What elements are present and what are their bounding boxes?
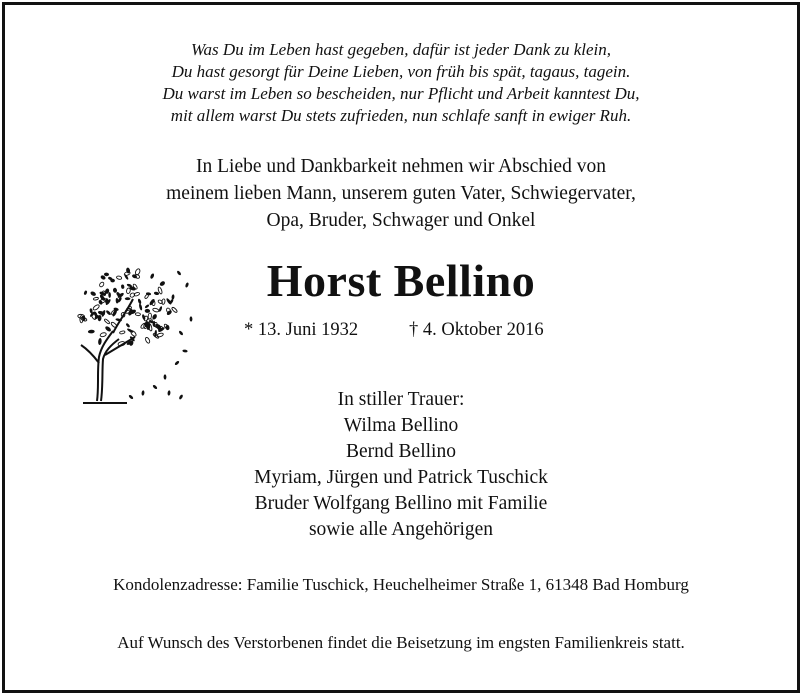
- intro-line: meinem lieben Mann, unserem guten Vater, Schwiegervater,: [166, 183, 636, 204]
- poem-line: Was Du im Leben hast gegeben, dafür ist jeder Dank zu klein,: [190, 40, 612, 59]
- poem-line: mit allem warst Du stets zufrieden, nun schlafe sanft in ewiger Ruh.: [170, 106, 632, 125]
- mourners-heading: In stiller Trauer:: [337, 389, 465, 410]
- mourners-list: [5, 387, 797, 543]
- obituary-content: [5, 5, 797, 690]
- deceased-name: Horst Bellino: [266, 255, 536, 306]
- condolence-address: Kondolenzadresse: Familie Tuschick, Heuchelheimer Straße 1, 61348 Bad Homburg: [113, 575, 689, 594]
- mourner-name: Bernd Bellino: [346, 441, 456, 462]
- poem-line: Du hast gesorgt für Deine Lieben, von früh bis spät, tagaus, tagein.: [171, 62, 631, 81]
- intro-line: In Liebe und Dankbarkeit nehmen wir Abschied von: [196, 156, 606, 177]
- mourner-name: Wilma Bellino: [343, 415, 459, 436]
- mourner-name: Myriam, Jürgen und Patrick Tuschick: [254, 467, 548, 488]
- farewell-intro: [5, 153, 797, 234]
- memorial-poem: [5, 39, 797, 127]
- poem-line: Du warst im Leben so bescheiden, nur Pflicht und Arbeit kanntest Du,: [162, 84, 640, 103]
- mourner-name: sowie alle Angehörigen: [308, 519, 494, 540]
- death-date: † 4. Oktober 2016: [409, 320, 544, 340]
- birth-date: * 13. Juni 1932: [244, 320, 359, 340]
- burial-note: Auf Wunsch des Verstorbenen findet die Beisetzung im engsten Familienkreis statt.: [117, 633, 685, 652]
- obituary-frame: [2, 2, 800, 693]
- intro-line: Opa, Bruder, Schwager und Onkel: [266, 210, 536, 231]
- mourner-name: Bruder Wolfgang Bellino mit Familie: [254, 493, 548, 514]
